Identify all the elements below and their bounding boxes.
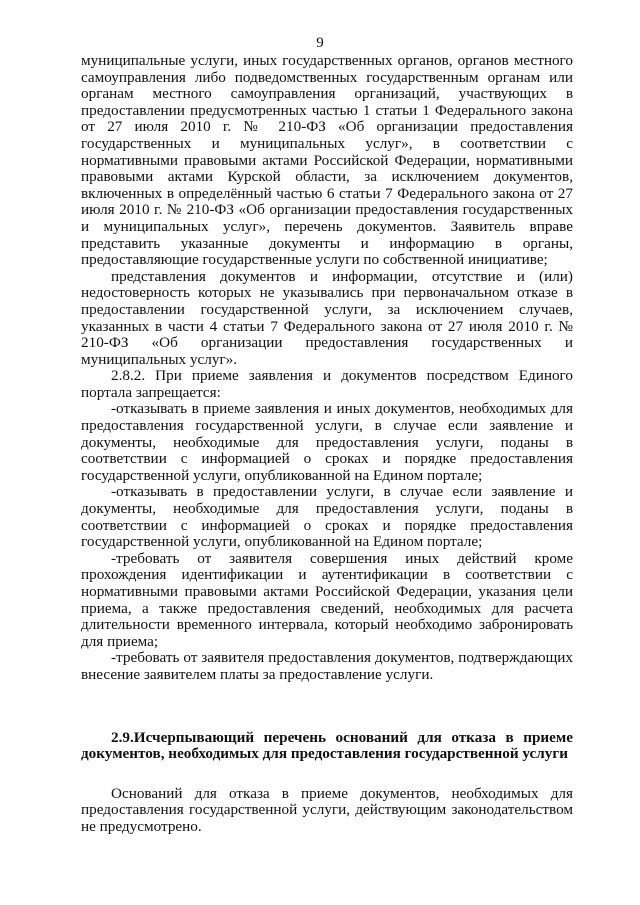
list-item-refuse-service: -отказывать в предоставлении услуги, в случае если заявление и документы, необходимые для предоставления услуги, поданы в соответствии с информацией о сроках и порядке предоставления государственной услуги, опубликованной на Едином портале; bbox=[81, 483, 573, 551]
list-item-refuse-acceptance: -отказывать в приеме заявления и иных документов, необходимых для предоставления государственной услуги, в случае если заявление и документы, необходимые для предоставления услуги, поданы в соответствии с информацией о сроках и порядке предоставления государственной услуги, опубликованной на Едином портале; bbox=[81, 400, 573, 484]
document-body bbox=[81, 53, 573, 836]
paragraph-section-2-8-2: 2.8.2. При приеме заявления и документов посредством Единого портала запрещается: bbox=[81, 367, 573, 401]
list-item-require-actions: -требовать от заявителя совершения иных действий кроме прохождения идентификации и аутентификации в соответствии с нормативными правовыми актами Российской Федерации, указания цели приема, а также предоставления сведений, необходимых для расчета длительности временного интервала, который необходимо забронировать для приема; bbox=[81, 549, 573, 650]
list-item-require-documents: -требовать от заявителя предоставления документов, подтверждающих внесение заявителем платы за предоставление услуги. bbox=[81, 649, 573, 683]
page-number: 9 bbox=[316, 35, 324, 51]
paragraph-documents-info: представления документов и информации, отсутствие и (или) недостоверность которых не указывались при первоначальном отказе в предоставлении государственной услуги, за исключением случаев, указанных в части 4 статьи 7 Федерального закона от 27 июля 2010 г. № 210-ФЗ «Об организации предоставления государственных и муниципальных услуг». bbox=[81, 267, 573, 368]
paragraph-no-grounds: Оснований для отказа в приеме документов, необходимых для предоставления государственной услуги, действующим законодательством не предусмотрено. bbox=[81, 784, 573, 835]
section-heading-2-9: 2.9.Исчерпывающий перечень оснований для отказа в приеме документов, необходимых для предоставления государственной услуги bbox=[81, 728, 573, 763]
paragraph-continuation: муниципальные услуги, иных государственных органов, органов местного самоуправления либо подведомственных государственным органам или органам местного самоуправления организаций, участвующих в предоставлении предусмотренных частью 1 статьи 1 Федерального закона от 27 июля 2010 г. № 210-ФЗ «Об организации предоставления государственных и муниципальных услуг», в соответствии с нормативными правовыми актами Российской Федерации, нормативными правовыми актами Курской области, за исключением документов, включенных в определённый частью 6 статьи 7 Федерального закона от 27 июля 2010 г. № 210-ФЗ «Об организации предоставления государственных и муниципальных услуг», перечень документов. Заявитель вправе представить указанные документы и информацию в органы, предоставляющие государственные услуги по собственной инициативе; bbox=[81, 52, 573, 269]
